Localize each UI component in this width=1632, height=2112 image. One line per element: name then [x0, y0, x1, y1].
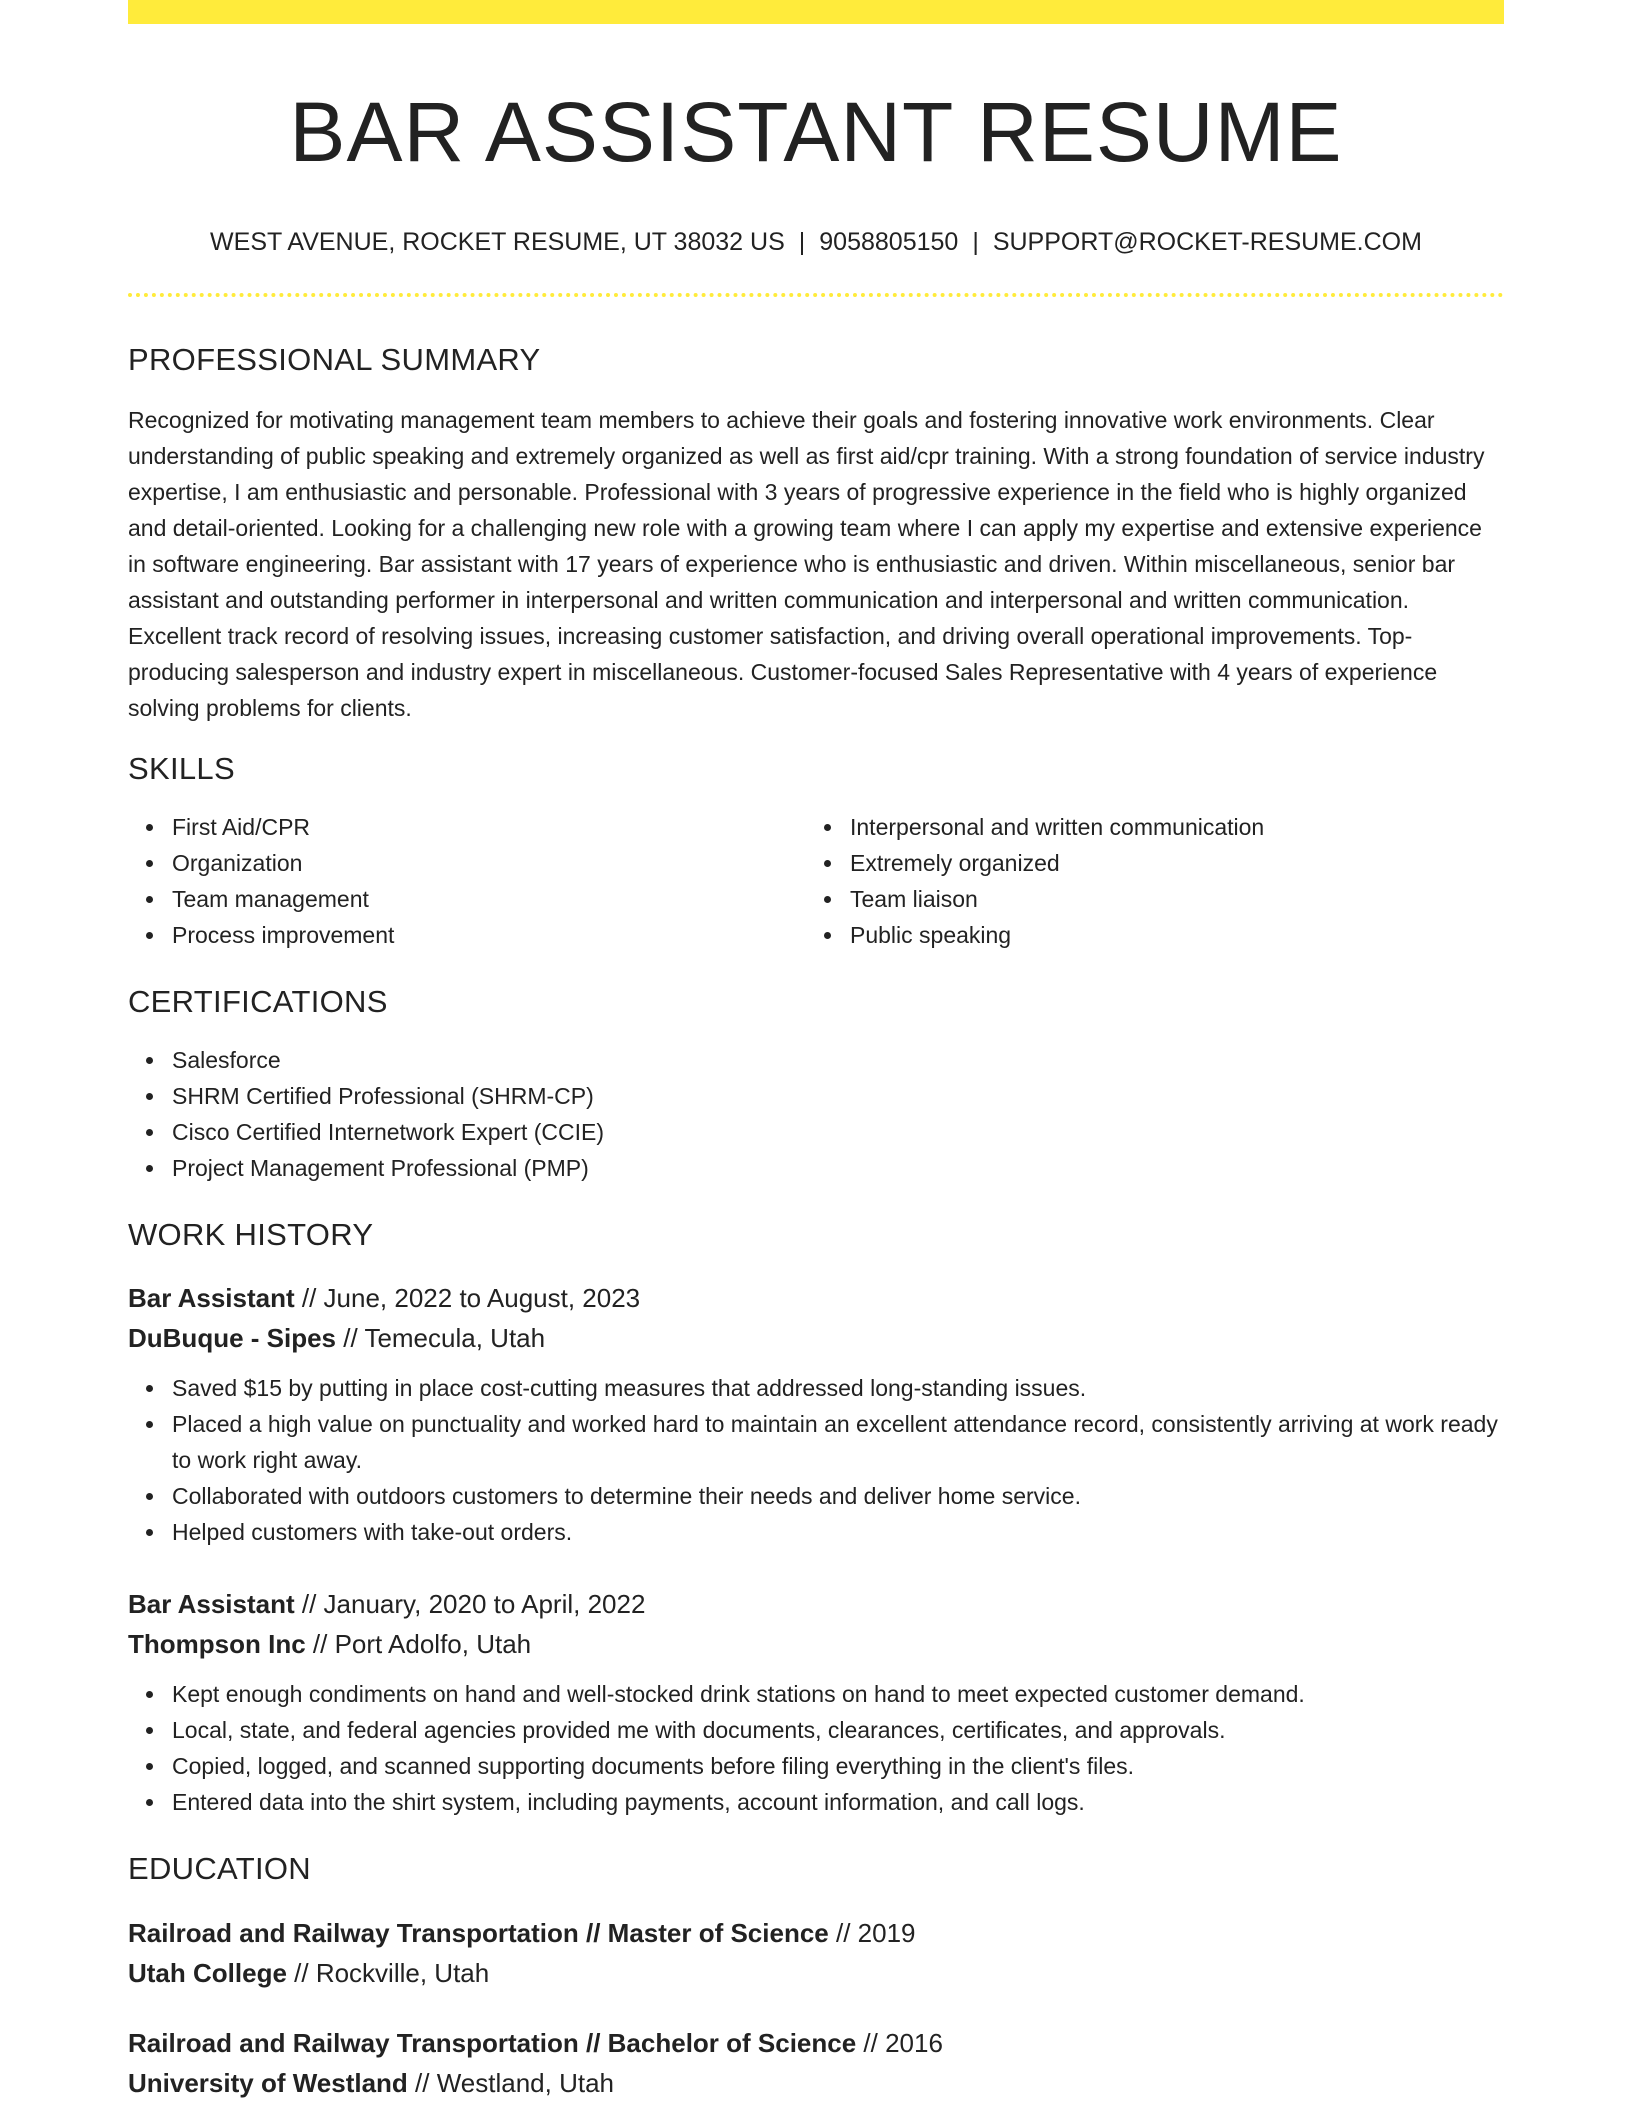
skill-item: Interpersonal and written communication — [806, 809, 1484, 845]
employer-name: Thompson Inc — [128, 1628, 306, 1659]
job-duties-list — [128, 1676, 1504, 1820]
skill-item: Organization — [128, 845, 806, 881]
skills-right-column — [806, 809, 1484, 953]
dotted-divider — [128, 293, 1504, 297]
job-title: Bar Assistant — [128, 1282, 295, 1313]
skill-item: First Aid/CPR — [128, 809, 806, 845]
employer-name: DuBuque - Sipes — [128, 1322, 337, 1353]
school-name: Utah College — [128, 1957, 287, 1988]
education-entry — [128, 1913, 1504, 1993]
job-entry — [128, 1584, 1504, 1820]
contact-separator: | — [972, 227, 979, 256]
certifications-heading: CERTIFICATIONS — [128, 984, 388, 1020]
work-history-heading: WORK HISTORY — [128, 1217, 374, 1253]
contact-email: SUPPORT@ROCKET-RESUME.COM — [992, 227, 1422, 256]
contact-address: WEST AVENUE, ROCKET RESUME, UT 38032 US — [210, 227, 785, 256]
skill-item: Public speaking — [806, 917, 1484, 953]
certifications-list — [128, 1042, 1504, 1186]
employer-location: // Port Adolfo, Utah — [305, 1628, 532, 1659]
degree-year: // 2019 — [828, 1917, 916, 1948]
certification-item: SHRM Certified Professional (SHRM-CP) — [128, 1078, 1504, 1114]
degree-line — [128, 1913, 1504, 1953]
skill-item: Team management — [128, 881, 806, 917]
skill-item: Extremely organized — [806, 845, 1484, 881]
skills-left-column — [128, 809, 806, 953]
job-duty-item: Helped customers with take-out orders. — [128, 1514, 1504, 1550]
certification-item: Cisco Certified Internetwork Expert (CCIE) — [128, 1114, 1504, 1150]
summary-heading: PROFESSIONAL SUMMARY — [128, 341, 541, 377]
contact-phone: 9058805150 — [819, 227, 959, 256]
job-duty-item: Kept enough condiments on hand and well-stocked drink stations on hand to meet expected customer demand. — [128, 1676, 1504, 1712]
job-title-line — [128, 1584, 1504, 1624]
job-duty-item: Copied, logged, and scanned supporting documents before filing everything in the client's files. — [128, 1748, 1504, 1784]
employer-location: // Temecula, Utah — [336, 1322, 546, 1353]
job-duty-item: Collaborated with outdoors customers to determine their needs and deliver home service. — [128, 1478, 1504, 1514]
degree-line — [128, 2023, 1504, 2063]
skills-grid — [128, 809, 1504, 953]
education-entry — [128, 2023, 1504, 2103]
skill-item: Team liaison — [806, 881, 1484, 917]
resume-page — [128, 0, 1504, 2103]
job-entry — [128, 1278, 1504, 1550]
education-heading: EDUCATION — [128, 1850, 311, 1886]
accent-top-bar — [128, 0, 1504, 24]
employer-line — [128, 1318, 1504, 1358]
degree-name: Railroad and Railway Transportation // Bachelor of Science — [128, 2027, 857, 2058]
job-dates: // June, 2022 to August, 2023 — [294, 1282, 641, 1313]
school-location: // Westland, Utah — [407, 2067, 614, 2098]
contact-separator: | — [798, 227, 806, 256]
job-dates: // January, 2020 to April, 2022 — [294, 1588, 646, 1619]
summary-text: Recognized for motivating management team members to achieve their goals and fostering innovative work environments. Clear understanding of public speaking and extremely organized as well as first aid/cpr training. With a strong foundation of service industry expertise, I am enthusiastic and personable. Professional with 3 years of progressive experience in the field who is highly organized and detail-oriented. Looking for a challenging new role with a growing team where I can apply my expertise and extensive experience in software engineering. Bar assistant with 17 years of experience who is enthusiastic and driven. Within miscellaneous, senior bar assistant and outstanding performer in interpersonal and written communication and interpersonal and written communication. Excellent track record of resolving issues, increasing customer satisfaction, and driving overall operational improvements. Top-producing salesperson and industry expert in miscellaneous. Customer-focused Sales Representative with 4 years of experience solving problems for clients. — [128, 406, 1485, 721]
employer-line — [128, 1624, 1504, 1664]
skill-item: Process improvement — [128, 917, 806, 953]
school-line — [128, 2063, 1504, 2103]
job-duty-item: Entered data into the shirt system, including payments, account information, and call logs. — [128, 1784, 1504, 1820]
job-duty-item: Local, state, and federal agencies provided me with documents, clearances, certificates, and approvals. — [128, 1712, 1504, 1748]
job-duty-item: Saved $15 by putting in place cost-cutting measures that addressed long-standing issues. — [128, 1370, 1504, 1406]
degree-year: // 2016 — [856, 2027, 943, 2058]
contact-line — [128, 227, 1504, 257]
job-duties-list — [128, 1370, 1504, 1550]
resume-title: BAR ASSISTANT RESUME — [289, 85, 1343, 179]
school-location: // Rockville, Utah — [286, 1957, 490, 1988]
job-title: Bar Assistant — [128, 1588, 295, 1619]
job-duty-item: Placed a high value on punctuality and worked hard to maintain an excellent attendance record, consistently arriving at work ready to work right away. — [128, 1406, 1504, 1478]
certification-item: Salesforce — [128, 1042, 1504, 1078]
certification-item: Project Management Professional (PMP) — [128, 1150, 1504, 1186]
degree-name: Railroad and Railway Transportation // Master of Science — [128, 1917, 829, 1948]
skills-heading: SKILLS — [128, 750, 235, 786]
school-line — [128, 1953, 1504, 1993]
school-name: University of Westland — [128, 2067, 408, 2098]
job-title-line — [128, 1278, 1504, 1318]
